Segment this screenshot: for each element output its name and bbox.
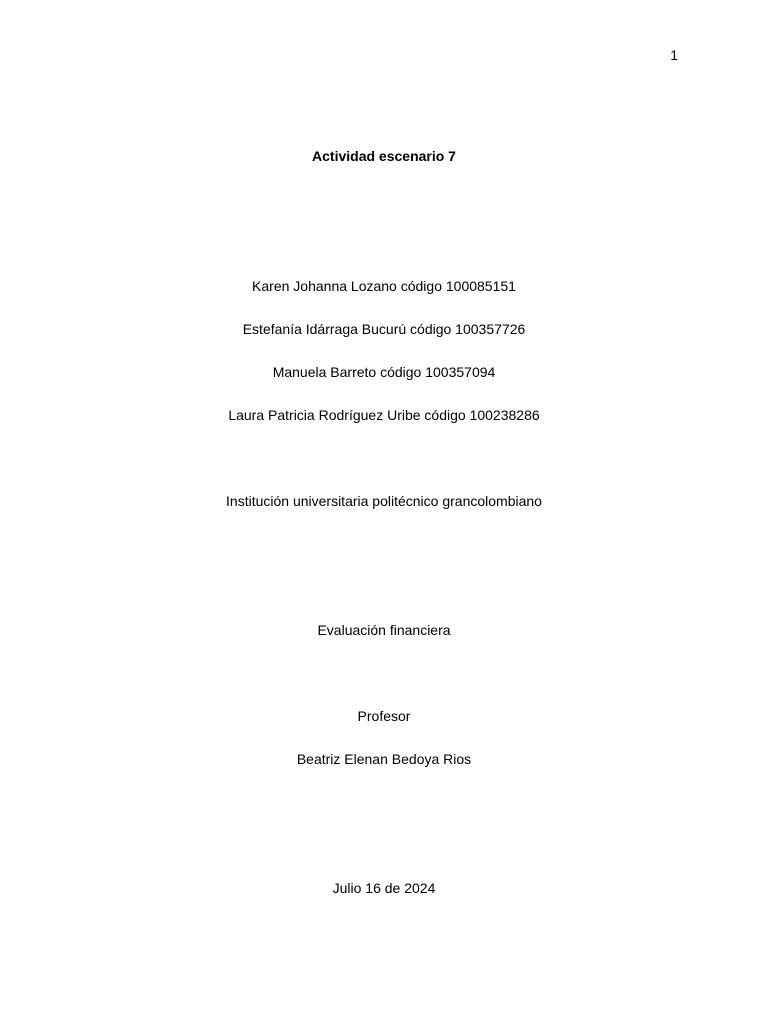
document-title: Actividad escenario 7 xyxy=(312,148,456,164)
author-line: Estefanía Idárraga Bucurú código 100357726 xyxy=(242,321,526,337)
document-date: Julio 16 de 2024 xyxy=(332,880,436,896)
page-number: 1 xyxy=(670,47,678,63)
author-line: Laura Patricia Rodríguez Uribe código 100238286 xyxy=(228,407,540,423)
professor-name: Beatriz Elenan Bedoya Rios xyxy=(296,751,472,767)
author-line: Karen Johanna Lozano código 100085151 xyxy=(252,278,516,294)
professor-label: Profesor xyxy=(357,708,411,724)
institution-name: Institución universitaria politécnico grancolombiano xyxy=(226,493,542,509)
author-line: Manuela Barreto código 100357094 xyxy=(272,364,496,380)
course-name: Evaluación financiera xyxy=(317,622,451,638)
